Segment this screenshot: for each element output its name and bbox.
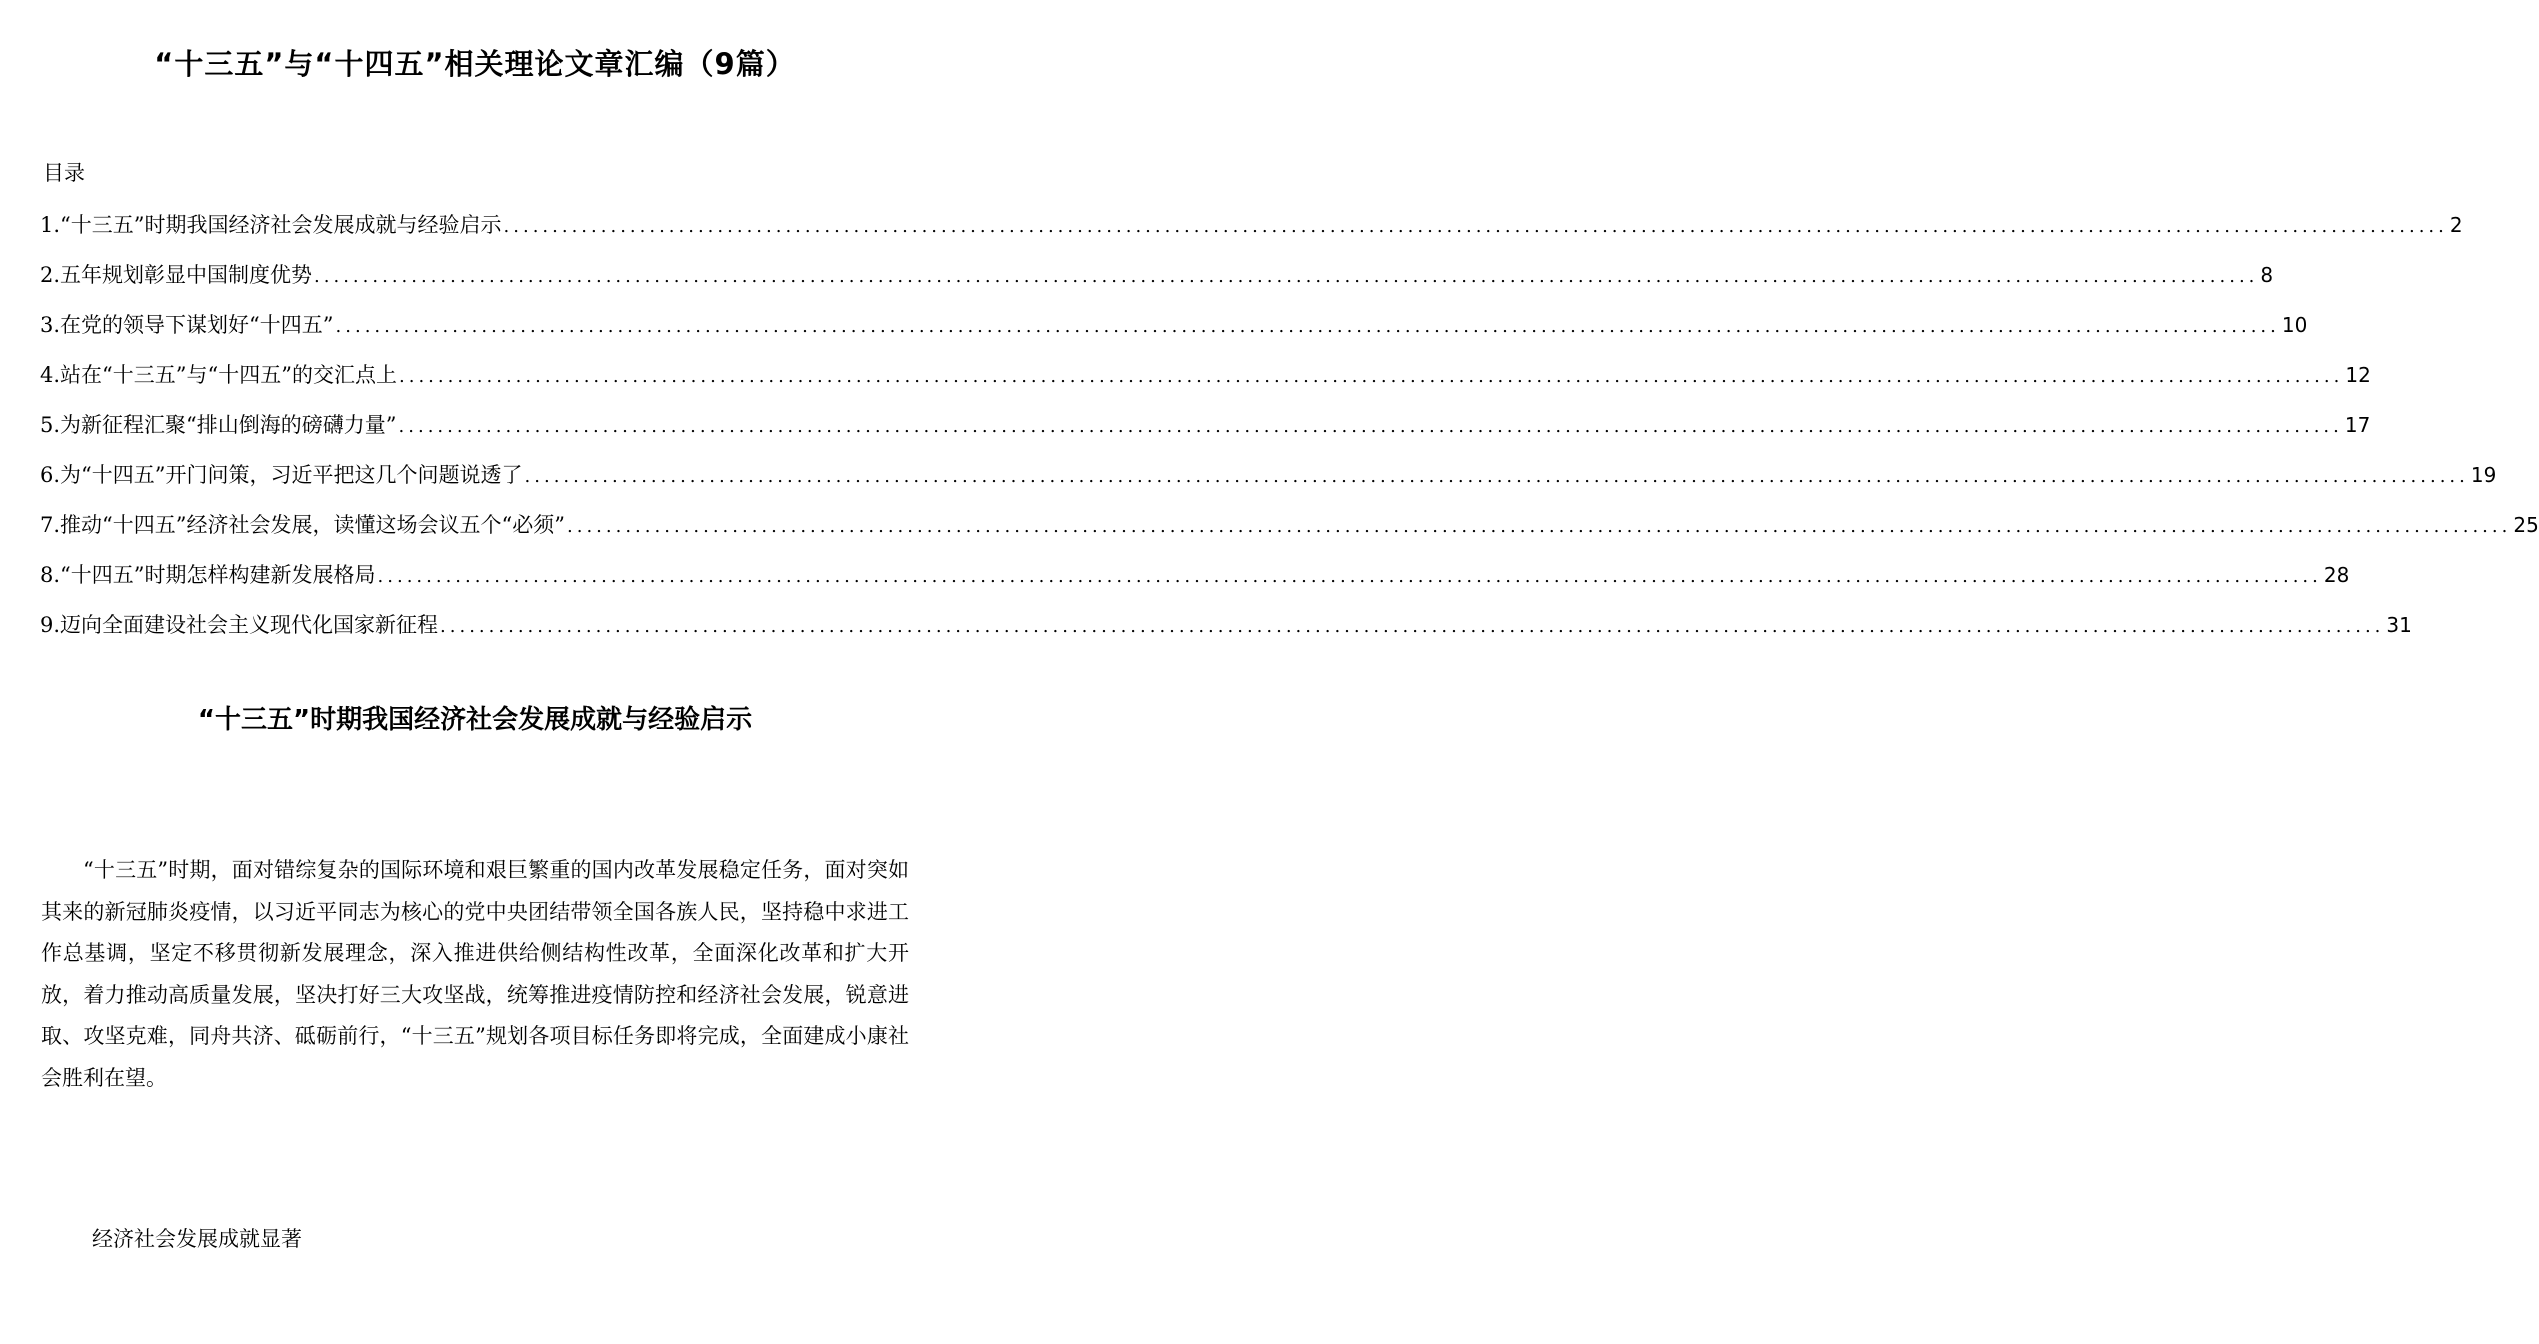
toc-item-6[interactable] [40,458,2497,508]
body-paragraph: “十三五”时期，面对错综复杂的国际环境和艰巨繁重的国内改革发展稳定任务，面对突如其来的新冠肺炎疫情，以习近平同志为核心的党中央团结带领全国各族人民，坚持稳中求进工作总基调，坚定不移贯彻新发展理念，深入推进供给侧结构性改革，全面深化改革和扩大开放，着力推动高质量发展，坚决打好三大攻坚战，统筹推进疫情防控和经济社会发展，锐意进取、攻坚克难，同舟共济、砥砺前行，“十三五”规划各项目标任务即将完成，全面建成小康社会胜利在望。 [41,858,909,1090]
toc-item-title: 为新征程汇聚“排山倒海的磅礴力量” [60,413,397,437]
toc-item-title: “十三五”时期我国经济社会发展成就与经验启示 [60,213,502,237]
toc-item-5[interactable] [40,408,2371,458]
section-title: “十三五”时期我国经济社会发展成就与经验启示 [197,705,753,735]
toc-leader-dots: ........................................................................................................................................................................................................ [399,366,2344,387]
toc-item-page: 25 [2513,513,2539,537]
subheading: 经济社会发展成就显著 [92,1227,302,1251]
toc-item-number: 2. [40,263,61,287]
toc-item-2[interactable] [40,258,2274,308]
toc-heading: 目录 [43,161,85,185]
toc-leader-dots: ........................................................................................................................................................................................................ [314,266,2259,287]
toc-item-4[interactable] [40,358,2371,408]
toc-item-3[interactable] [40,308,2308,358]
toc-item-number: 7. [40,513,61,537]
toc-item-title: 迈向全面建设社会主义现代化国家新征程 [60,613,439,637]
toc-item-title: 为“十四五”开门问策，习近平把这几个问题说透了 [60,463,523,487]
toc-item-page: 12 [2345,363,2371,387]
toc-leader-dots: ........................................................................................................................................................................................................ [524,466,2469,487]
toc-item-1[interactable] [40,208,2463,258]
toc-item-title: 推动“十四五”经济社会发展，读懂这场会议五个“必须” [60,513,565,537]
toc-item-page: 8 [2260,263,2274,287]
toc-item-number: 4. [40,363,61,387]
toc-item-7[interactable] [40,508,2539,558]
toc-leader-dots: ........................................................................................................................................................................................................ [335,316,2280,337]
toc-item-number: 1. [40,213,61,237]
toc-item-page: 31 [2386,613,2412,637]
toc-item-title: 在党的领导下谋划好“十四五” [60,313,334,337]
toc-item-number: 5. [40,413,61,437]
toc-item-title: “十四五”时期怎样构建新发展格局 [60,563,376,587]
toc-item-page: 10 [2281,313,2308,337]
toc-item-title: 站在“十三五”与“十四五”的交汇点上 [60,363,397,387]
toc-leader-dots: ........................................................................................................................................................................................................ [440,616,2385,637]
toc-item-page: 2 [2449,213,2463,237]
toc-item-number: 9. [40,613,61,637]
table-of-contents [40,208,2539,658]
toc-item-number: 8. [40,563,61,587]
toc-item-page: 19 [2470,463,2497,487]
toc-leader-dots: ........................................................................................................................................................................................................ [377,566,2322,587]
toc-leader-dots: ........................................................................................................................................................................................................ [503,216,2448,237]
toc-item-8[interactable] [40,558,2350,608]
document-title: “十三五”与“十四五”相关理论文章汇编（9篇） [154,47,796,81]
toc-item-number: 6. [40,463,61,487]
toc-item-page: 28 [2323,563,2350,587]
toc-item-number: 3. [40,313,61,337]
toc-item-9[interactable] [40,608,2412,658]
toc-item-page: 17 [2344,413,2371,437]
toc-leader-dots: ........................................................................................................................................................................................................ [398,416,2343,437]
toc-item-title: 五年规划彰显中国制度优势 [60,263,313,287]
toc-leader-dots: ........................................................................................................................................................................................................ [567,516,2512,537]
